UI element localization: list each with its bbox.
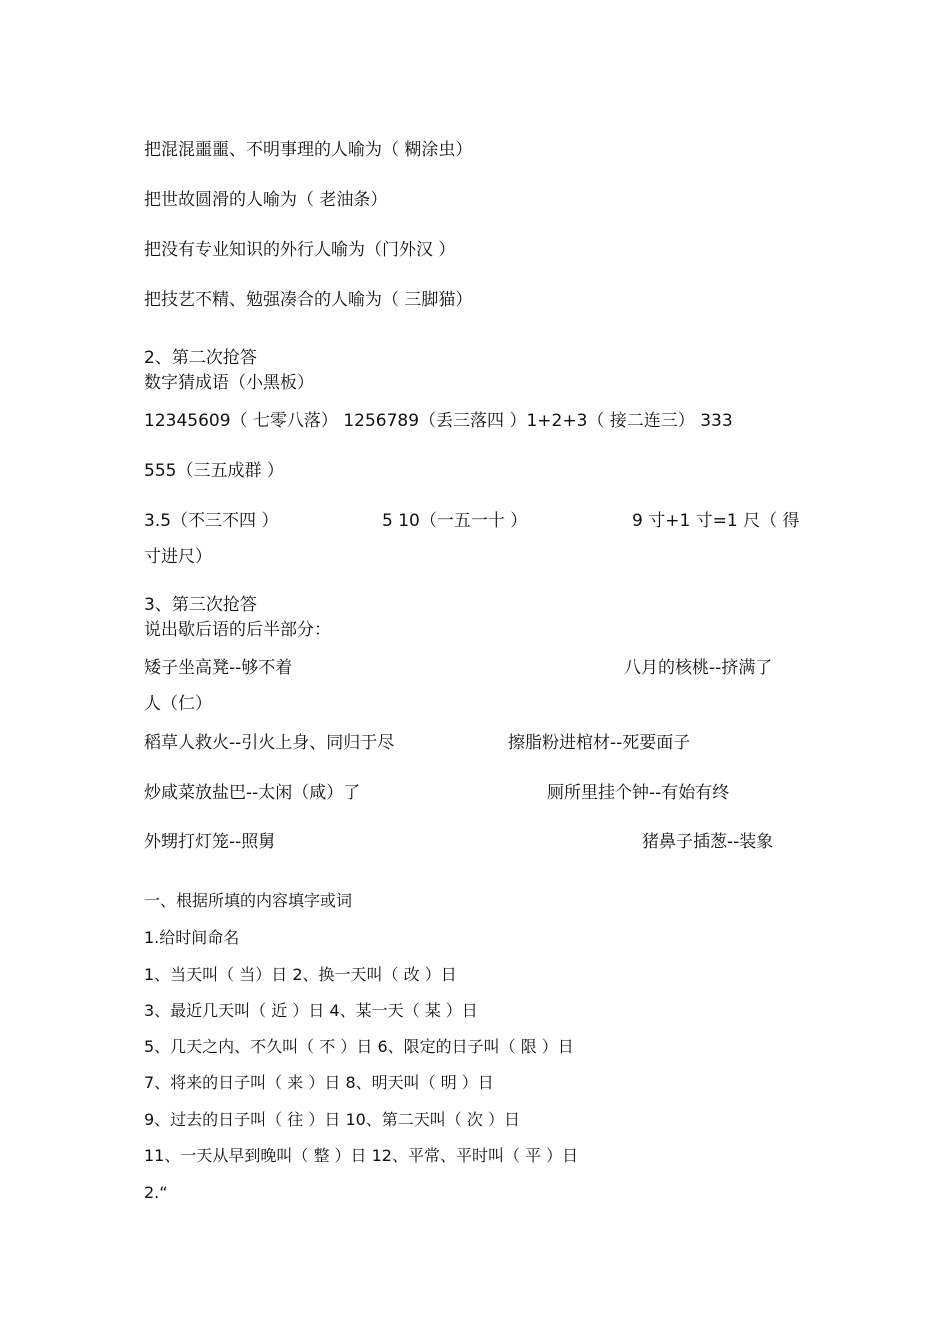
time-naming-item: 1、当天叫（ 当）日 2、换一天叫（ 改 ）日 bbox=[144, 965, 457, 984]
section-heading: 一、根据所填的内容填字或词 bbox=[144, 891, 353, 910]
number-idiom-item: 9 寸+1 寸=1 尺（ 得 bbox=[632, 511, 800, 531]
number-idiom-row: 12345609（ 七零八落） 1256789（丢三落四 ）1+2+3（ 接二连三） 333 bbox=[144, 411, 733, 431]
number-idiom-item: 3.5（不三不四 ） bbox=[144, 511, 279, 531]
xiehouyu-left: 炒咸菜放盐巴--太闲（咸）了 bbox=[144, 783, 361, 803]
metaphor-line: 把技艺不精、勉强凑合的人喻为（ 三脚猫） bbox=[144, 290, 473, 310]
subsection-heading: 2.“ bbox=[144, 1183, 168, 1202]
metaphor-line: 把混混噩噩、不明事理的人喻为（ 糊涂虫） bbox=[144, 140, 473, 160]
section-heading: 2、第二次抢答 bbox=[144, 348, 257, 368]
xiehouyu-right: 八月的核桃--挤满了 bbox=[624, 658, 773, 678]
number-idiom-continuation: 寸进尺） bbox=[144, 547, 212, 567]
subsection-heading: 1.给时间命名 bbox=[144, 928, 240, 947]
xiehouyu-right: 擦脂粉进棺材--死要面子 bbox=[508, 733, 691, 753]
xiehouyu-continuation: 人（仁） bbox=[144, 694, 212, 714]
section-intro: 说出歇后语的后半部分： bbox=[144, 620, 331, 640]
metaphor-line: 把没有专业知识的外行人喻为（门外汉 ） bbox=[144, 240, 456, 260]
section-intro: 数字猜成语（小黑板） bbox=[144, 373, 314, 393]
xiehouyu-right: 猪鼻子插葱--装象 bbox=[642, 832, 774, 852]
time-naming-item: 5、几天之内、不久叫（ 不 ）日 6、限定的日子叫（ 限 ）日 bbox=[144, 1037, 574, 1056]
xiehouyu-left: 稻草人救火--引火上身、同归于尽 bbox=[144, 733, 395, 753]
metaphor-line: 把世故圆滑的人喻为（ 老油条） bbox=[144, 190, 388, 210]
xiehouyu-right: 厕所里挂个钟--有始有终 bbox=[547, 783, 730, 803]
number-idiom-row: 555（三五成群 ） bbox=[144, 461, 284, 481]
time-naming-item: 3、最近几天叫（ 近 ）日 4、某一天（ 某 ）日 bbox=[144, 1001, 478, 1020]
section-heading: 3、第三次抢答 bbox=[144, 595, 257, 615]
xiehouyu-left: 矮子坐高凳--够不着 bbox=[144, 658, 293, 678]
xiehouyu-left: 外甥打灯笼--照舅 bbox=[144, 832, 276, 852]
number-idiom-item: 5 10（一五一十 ） bbox=[382, 511, 528, 531]
time-naming-item: 7、将来的日子叫（ 来 ）日 8、明天叫（ 明 ）日 bbox=[144, 1073, 494, 1092]
time-naming-item: 11、一天从早到晚叫（ 整 ）日 12、平常、平时叫（ 平 ）日 bbox=[144, 1146, 579, 1165]
time-naming-item: 9、过去的日子叫（ 往 ）日 10、第二天叫（ 次 ）日 bbox=[144, 1110, 520, 1129]
